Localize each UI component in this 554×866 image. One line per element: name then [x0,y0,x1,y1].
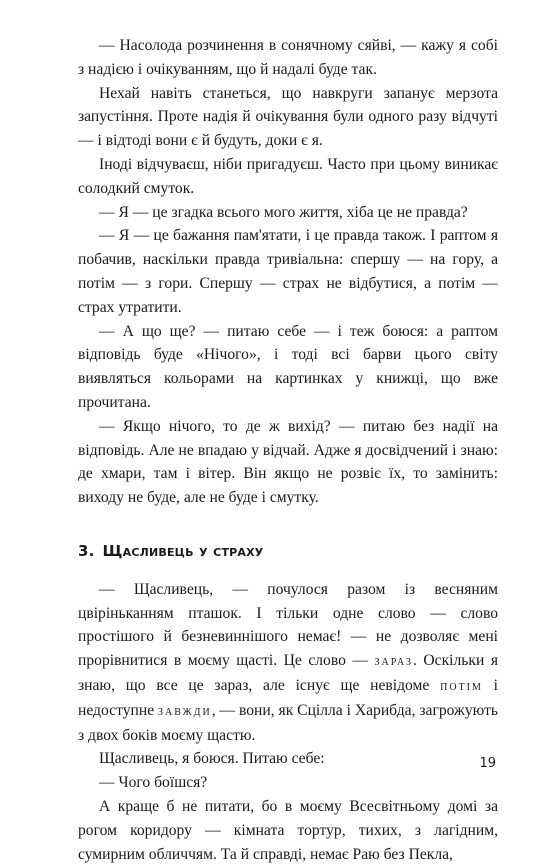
body-text [78,34,498,866]
paragraph: — А що ще? — питаю себе — і теж боюся: а раптом відповідь буде «Нічого», і тоді всі барви цього світу виявляться кольорами на картинках у книжці, що вже прочитана. [78,322,498,411]
paragraph: — Якщо нічого, то де ж вихід? — питаю без надії на відповідь. Але не впадаю у відчай. Адже я досвідчений і знаю: де хмари, там і вітер. Він якщо не розвіє їх, то замінить: виходу не буде, але не буде і смутку. [78,417,498,507]
paragraph: Щасливець, я боюся. Питаю себе: [99,750,325,768]
section-title: Щасливець у страху [102,541,264,560]
section-number: 3. [78,541,95,560]
paragraph-text: , — вони, як Сцілла і Харибда, загрожують з двох боків моєму щастю. [78,701,499,744]
paragraph-text: . Оскільки я знаю, що все це зараз, але існує ще невідоме [78,652,498,694]
page-number: 19 [479,756,496,771]
emphasized-word: завжди [158,703,212,719]
paragraph: А краще б не питати, бо в моєму Всесвітньому домі за рогом коридору — кімната тортур, тихих, з лагідним, сумирним обличчям. Та й справді, немає Раю без Пекла, [78,797,498,863]
paragraph: Нехай навіть станеться, що навкруги запанує мерзота запустіння. Проте надія й очікування були одного разу відчуті — і відтоді вони є й будуть, доки є я. [78,84,498,150]
paragraph: Іноді відчуваєш, ніби пригадуєш. Часто при цьому виникає солодкий смуток. [78,155,498,197]
paragraph: — Насолода розчинення в сонячному сяйві, — кажу я собі з надією і очікуванням, що й надалі буде так. [78,37,498,78]
emphasized-word: зараз [374,654,414,670]
section-heading [78,540,498,564]
paragraph [78,578,498,748]
paragraph: — Чого боїшся? [99,774,208,792]
paragraph: — Я — це бажання пам'ятати, і це правда також. І раптом я побачив, наскільки правда тривіальна: спершу — на гору, а потім — з гори. Спершу — страх не відбутися, а потім — страх утратити. [78,227,498,316]
emphasized-word: потім [440,678,483,694]
paragraph: — Я — це згадка всього мого життя, хіба це не правда? [99,203,468,221]
paragraph-text: — Щасливець, — почулося разом із весняним цвіріньканням пташок. І тільки одне слово — слово простішого й безневиннішого немає! — не дозволяє мені прорівнитися в моєму щасті. Це слово — [78,580,498,670]
paragraph-text: і недоступне [78,676,498,719]
